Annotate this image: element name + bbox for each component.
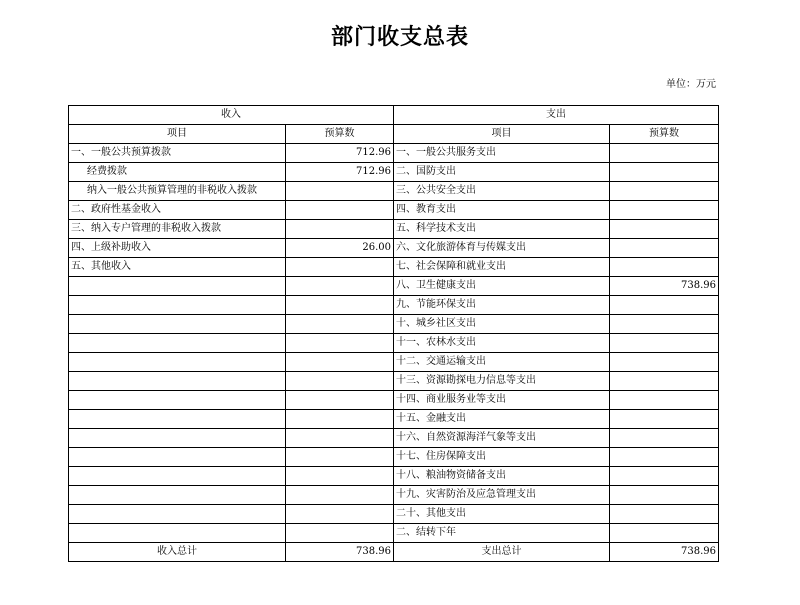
- expense-total-label: 支出总计: [394, 543, 610, 562]
- income-item-cell: [69, 315, 286, 334]
- income-amount-cell: [286, 505, 394, 524]
- expense-amount-cell: [610, 372, 719, 391]
- income-item-cell: 三、纳入专户管理的非税收入拨款: [69, 220, 286, 239]
- expense-total-amount: 738.96: [610, 543, 719, 562]
- income-total-amount: 738.96: [286, 543, 394, 562]
- column-header-row: [69, 125, 719, 144]
- table-row: [69, 258, 719, 277]
- table-row: [69, 277, 719, 296]
- group-header-row: [69, 106, 719, 125]
- expense-item-cell: 十一、农林水支出: [394, 334, 610, 353]
- income-item-cell: [69, 486, 286, 505]
- expense-amount-cell: 738.96: [610, 277, 719, 296]
- income-item-cell: 纳入一般公共预算管理的非税收入拨款: [69, 182, 286, 201]
- income-item-cell: [69, 429, 286, 448]
- income-amount-cell: [286, 429, 394, 448]
- expense-item-cell: 二、国防支出: [394, 163, 610, 182]
- table-row: [69, 163, 719, 182]
- expense-amount-cell: [610, 486, 719, 505]
- table-row: [69, 353, 719, 372]
- income-amount-cell: [286, 315, 394, 334]
- expense-amount-cell: [610, 296, 719, 315]
- expense-item-cell: 十四、商业服务业等支出: [394, 391, 610, 410]
- expense-item-cell: 九、节能环保支出: [394, 296, 610, 315]
- expense-item-cell: 四、教育支出: [394, 201, 610, 220]
- expense-amount-cell: [610, 467, 719, 486]
- income-amount-cell: [286, 277, 394, 296]
- income-amount-cell: [286, 448, 394, 467]
- expense-amount-cell: [610, 524, 719, 543]
- expense-amount-cell: [610, 315, 719, 334]
- expense-amount-cell: [610, 163, 719, 182]
- expense-amount-cell: [610, 182, 719, 201]
- page-title: 部门收支总表: [330, 25, 469, 50]
- income-amount-cell: 26.00: [286, 239, 394, 258]
- income-amount-cell: [286, 296, 394, 315]
- expense-item-cell: 十九、灾害防治及应急管理支出: [394, 486, 610, 505]
- expense-item-cell: 十八、粮油物资储备支出: [394, 467, 610, 486]
- expense-amount-cell: [610, 353, 719, 372]
- table-row: [69, 391, 719, 410]
- expense-amount-cell: [610, 334, 719, 353]
- income-item-cell: [69, 372, 286, 391]
- income-budget-header: 预算数: [286, 125, 394, 144]
- expense-amount-cell: [610, 429, 719, 448]
- table-row: [69, 334, 719, 353]
- expense-item-cell: 十三、资源勘探电力信息等支出: [394, 372, 610, 391]
- expense-item-cell: 十五、金融支出: [394, 410, 610, 429]
- table-row: [69, 315, 719, 334]
- income-amount-cell: [286, 220, 394, 239]
- table-row: [69, 410, 719, 429]
- table-row: [69, 182, 719, 201]
- income-item-cell: 经费拨款: [69, 163, 286, 182]
- expense-item-cell: 二、结转下年: [394, 524, 610, 543]
- income-item-cell: [69, 505, 286, 524]
- expense-item-cell: 十二、交通运输支出: [394, 353, 610, 372]
- income-group-header: 收入: [69, 106, 394, 125]
- expense-item-header: 项目: [394, 125, 610, 144]
- income-amount-cell: [286, 410, 394, 429]
- income-amount-cell: 712.96: [286, 163, 394, 182]
- expense-item-cell: 七、社会保障和就业支出: [394, 258, 610, 277]
- expense-group-header: 支出: [394, 106, 719, 125]
- table-row: [69, 239, 719, 258]
- expense-amount-cell: [610, 258, 719, 277]
- expense-amount-cell: [610, 144, 719, 163]
- income-item-cell: [69, 296, 286, 315]
- table-row: [69, 467, 719, 486]
- table-row: [69, 296, 719, 315]
- table-row: [69, 505, 719, 524]
- income-amount-cell: [286, 372, 394, 391]
- income-amount-cell: 712.96: [286, 144, 394, 163]
- expense-amount-cell: [610, 448, 719, 467]
- table-row: [69, 201, 719, 220]
- income-amount-cell: [286, 486, 394, 505]
- income-item-cell: [69, 410, 286, 429]
- budget-summary-table: [68, 105, 719, 562]
- expense-item-cell: 十七、住房保障支出: [394, 448, 610, 467]
- income-item-cell: [69, 277, 286, 296]
- expense-item-cell: 五、科学技术支出: [394, 220, 610, 239]
- income-item-cell: [69, 467, 286, 486]
- income-item-cell: [69, 334, 286, 353]
- income-amount-cell: [286, 258, 394, 277]
- income-item-cell: 五、其他收入: [69, 258, 286, 277]
- unit-label: 单位：万元: [666, 79, 716, 90]
- income-item-cell: [69, 524, 286, 543]
- table-row: [69, 144, 719, 163]
- totals-row: [69, 543, 719, 562]
- table-row: [69, 372, 719, 391]
- expense-item-cell: 一、一般公共服务支出: [394, 144, 610, 163]
- income-item-cell: [69, 353, 286, 372]
- expense-amount-cell: [610, 239, 719, 258]
- expense-item-cell: 八、卫生健康支出: [394, 277, 610, 296]
- income-item-cell: [69, 391, 286, 410]
- expense-amount-cell: [610, 391, 719, 410]
- expense-item-cell: 十六、自然资源海洋气象等支出: [394, 429, 610, 448]
- income-item-cell: 四、上级补助收入: [69, 239, 286, 258]
- expense-amount-cell: [610, 220, 719, 239]
- table-row: [69, 448, 719, 467]
- expense-amount-cell: [610, 201, 719, 220]
- expense-item-cell: 二十、其他支出: [394, 505, 610, 524]
- income-total-label: 收入总计: [69, 543, 286, 562]
- income-item-header: 项目: [69, 125, 286, 144]
- income-amount-cell: [286, 182, 394, 201]
- table-row: [69, 486, 719, 505]
- table-row: [69, 524, 719, 543]
- income-amount-cell: [286, 201, 394, 220]
- expense-amount-cell: [610, 505, 719, 524]
- expense-amount-cell: [610, 410, 719, 429]
- income-amount-cell: [286, 524, 394, 543]
- expense-item-cell: 六、文化旅游体育与传媒支出: [394, 239, 610, 258]
- income-amount-cell: [286, 334, 394, 353]
- expense-item-cell: 三、公共安全支出: [394, 182, 610, 201]
- table-row: [69, 220, 719, 239]
- income-amount-cell: [286, 391, 394, 410]
- income-amount-cell: [286, 467, 394, 486]
- expense-budget-header: 预算数: [610, 125, 719, 144]
- table-row: [69, 429, 719, 448]
- expense-item-cell: 十、城乡社区支出: [394, 315, 610, 334]
- income-item-cell: [69, 448, 286, 467]
- income-item-cell: 一、一般公共预算拨款: [69, 144, 286, 163]
- income-amount-cell: [286, 353, 394, 372]
- income-item-cell: 二、政府性基金收入: [69, 201, 286, 220]
